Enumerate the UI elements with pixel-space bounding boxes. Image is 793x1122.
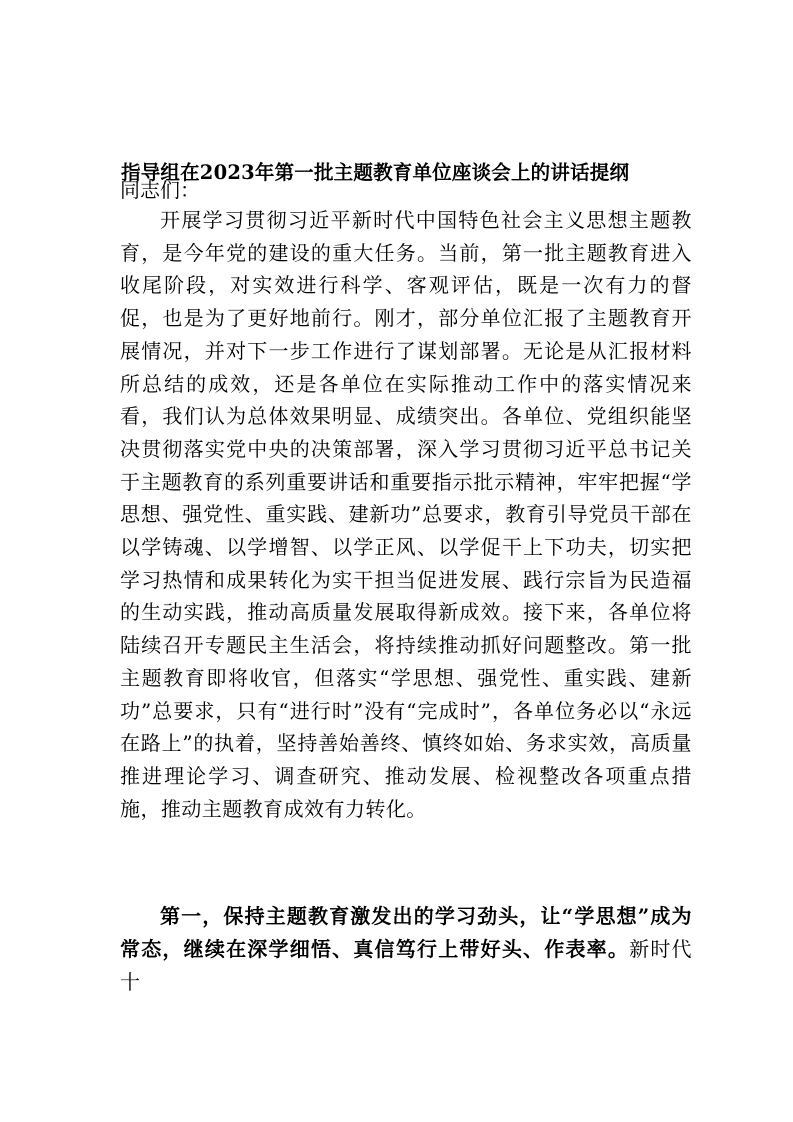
paragraph-2-text: 新时代十 bbox=[120, 937, 692, 994]
salutation: 同志们： bbox=[120, 178, 200, 202]
body-paragraph-2 bbox=[120, 900, 692, 999]
paragraph-2-heading: 第一，保持主题教育激发出的学习劲头，让“学思想”成为常态，继续在深学细悟、真信笃行上带好头、作表率。 bbox=[120, 904, 692, 961]
document-title: 指导组在2023年第一批主题教育单位座谈会上的讲话提纲 bbox=[121, 161, 630, 184]
body-paragraph-1: 开展学习贯彻习近平新时代中国特色社会主义思想主题教育，是今年党的建设的重大任务。当前，第一批主题教育进入收尾阶段，对实效进行科学、客观评估，既是一次有力的督促，也是为了更好地前行。刚才，部分单位汇报了主题教育开展情况，并对下一步工作进行了谋划部署。无论是从汇报材料所总结的成效，还是各单位在实际推动工作中的落实情况来看，我们认为总体效果明显、成绩突出。各单位、党组织能坚决贯彻落实党中央的决策部署，深入学习贯彻习近平总书记关于主题教育的系列重要讲话和重要指示批示精神，牢牢把握“学思想、强党性、重实践、建新功”总要求，教育引导党员干部在以学铸魂、以学增智、以学正风、以学促干上下功夫，切实把学习热情和成果转化为实干担当促进发展、践行宗旨为民造福的生动实践，推动高质量发展取得新成效。接下来，各单位将陆续召开专题民主生活会，将持续推动抓好问题整改。第一批主题教育即将收官，但落实“学思想、强党性、重实践、建新功”总要求，只有“进行时”没有“完成时”，各单位务必以“永远在路上”的执着，坚持善始善终、慎终如始、务求实效，高质量推进理论学习、调查研究、推动发展、检视整改各项重点措施，推动主题教育成效有力转化。 bbox=[120, 208, 692, 821]
